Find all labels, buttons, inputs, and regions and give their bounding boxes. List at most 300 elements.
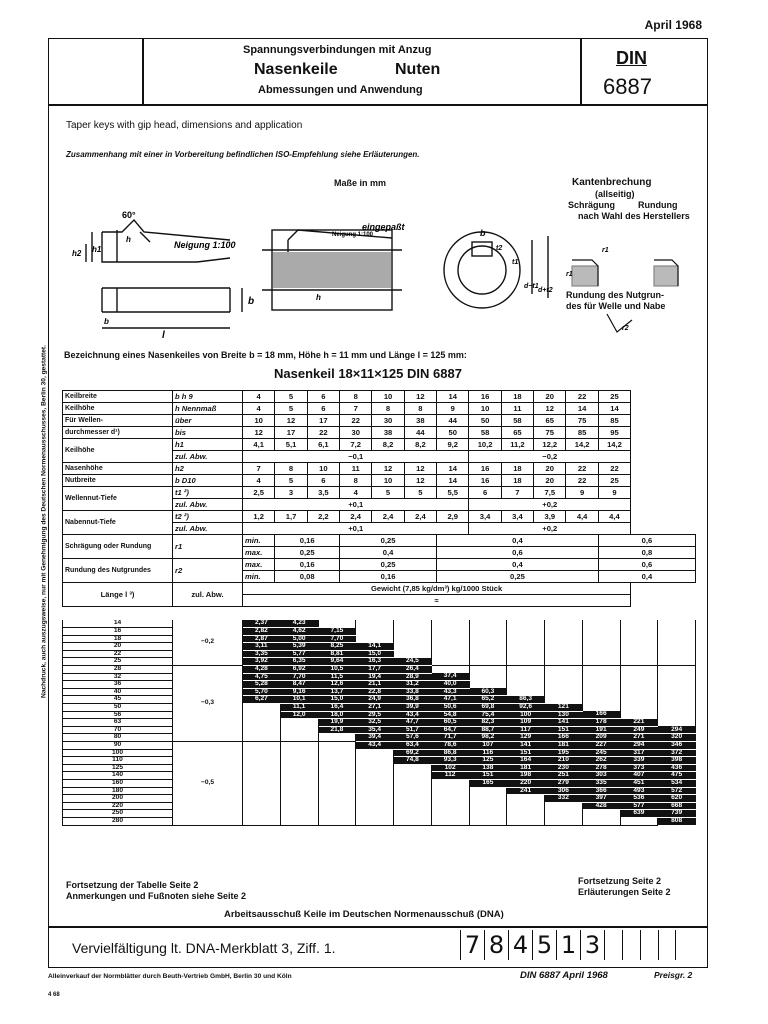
weight-cell: 332 xyxy=(545,795,583,803)
weight-table xyxy=(62,620,696,826)
weight-cell: 620 xyxy=(658,795,696,803)
weight-cell xyxy=(469,620,507,628)
weight-cell: 398 xyxy=(658,757,696,765)
weight-cell: 32,5 xyxy=(356,719,394,727)
weight-cell xyxy=(280,742,318,750)
weight-cell: 69,8 xyxy=(469,704,507,712)
weight-cell xyxy=(280,726,318,734)
weight-cell: 138 xyxy=(469,764,507,772)
value-cell: 2,5 xyxy=(243,487,275,499)
weight-cell xyxy=(658,635,696,643)
weight-cell: 19,4 xyxy=(356,673,394,681)
weight-cell xyxy=(582,817,620,825)
hersteller-label: nach Wahl des Herstellers xyxy=(578,211,690,221)
weight-cell: 50,6 xyxy=(431,704,469,712)
row-label: Rundung des Nutgrundes xyxy=(63,559,173,583)
value-cell: 9 xyxy=(437,403,469,415)
weight-cell xyxy=(582,650,620,658)
laenge-header: Länge l ³) xyxy=(63,583,173,607)
weight-cell xyxy=(394,650,432,658)
value-cell: 4 xyxy=(340,487,372,499)
minmax-cell: max. xyxy=(243,559,275,571)
row-symbol: b D10 xyxy=(173,475,243,487)
tolerance-cell: +0,2 xyxy=(469,499,631,511)
weight-cell xyxy=(658,658,696,666)
footer-divider xyxy=(48,926,708,928)
weight-cell: 86,3 xyxy=(507,696,545,704)
row-label: Nabennut-Tiefe xyxy=(63,511,173,535)
value-cell: 22 xyxy=(307,427,339,439)
length-cell: 250 xyxy=(63,810,173,818)
side-note: Nachdruck, auch auszugsweise, nur mit Genehmigung des Deutschen Normenausschusses, Berlin 30, gestattet. xyxy=(40,345,48,698)
weight-cell: 82,3 xyxy=(469,719,507,727)
weight-cell xyxy=(243,749,281,757)
value-cell: 9 xyxy=(566,487,598,499)
weight-cell: 6,27 xyxy=(243,696,281,704)
weight-cell: 121 xyxy=(545,704,583,712)
table-row xyxy=(63,415,696,427)
value-cell: 12 xyxy=(372,463,404,475)
weight-cell: 15,0 xyxy=(356,650,394,658)
weight-cell xyxy=(545,666,583,674)
weight-cell xyxy=(658,711,696,719)
length-cell: 180 xyxy=(63,787,173,795)
weight-cell: 294 xyxy=(620,742,658,750)
weight-cell xyxy=(507,620,545,628)
weight-cell xyxy=(280,802,318,810)
value-cell: 0,4 xyxy=(437,535,599,547)
length-cell: 125 xyxy=(63,764,173,772)
weight-cell: 4,62 xyxy=(280,628,318,636)
weight-cell: 75,4 xyxy=(469,711,507,719)
weight-cell xyxy=(658,719,696,727)
t2-label: t2 xyxy=(496,245,503,252)
weight-cell xyxy=(243,779,281,787)
value-cell: 0,4 xyxy=(340,547,437,559)
weight-cell: 739 xyxy=(658,810,696,818)
weight-cell xyxy=(394,628,432,636)
weight-row xyxy=(63,779,696,787)
tolerance-cell: −0,2 xyxy=(469,451,631,463)
weight-cell xyxy=(394,643,432,651)
weight-cell xyxy=(620,650,658,658)
reg-digit xyxy=(640,930,658,960)
value-cell: 12 xyxy=(404,391,436,403)
weight-cell xyxy=(469,635,507,643)
weight-cell: 210 xyxy=(545,757,583,765)
value-cell: 20 xyxy=(534,391,566,403)
weight-cell xyxy=(545,635,583,643)
weight-cell: 451 xyxy=(620,779,658,787)
row-symbol: h1 xyxy=(173,439,243,451)
weight-row xyxy=(63,719,696,727)
weight-row xyxy=(63,620,696,628)
weight-row xyxy=(63,658,696,666)
length-cell: 20 xyxy=(63,643,173,651)
h-label: h xyxy=(126,235,131,244)
weight-cell: 407 xyxy=(620,772,658,780)
weight-cell: 43,3 xyxy=(431,688,469,696)
weight-cell xyxy=(620,688,658,696)
weight-cell xyxy=(280,749,318,757)
weight-cell: 14,1 xyxy=(356,643,394,651)
value-cell: 16 xyxy=(469,475,501,487)
weight-cell: 166 xyxy=(545,734,583,742)
value-cell: 7 xyxy=(243,463,275,475)
weight-row xyxy=(63,673,696,681)
weight-cell: 4,75 xyxy=(243,673,281,681)
value-cell: 38 xyxy=(404,415,436,427)
header-line3: Abmessungen und Anwendung xyxy=(258,84,423,96)
table-row xyxy=(63,487,696,499)
weight-cell: 9,16 xyxy=(280,688,318,696)
weight-cell xyxy=(431,817,469,825)
weight-cell: 86,8 xyxy=(431,749,469,757)
weight-cell: 12,0 xyxy=(280,711,318,719)
weight-cell xyxy=(507,817,545,825)
row-symbol: b h 9 xyxy=(173,391,243,403)
weight-row xyxy=(63,635,696,643)
weight-row xyxy=(63,650,696,658)
weight-cell xyxy=(431,810,469,818)
value-cell: 8 xyxy=(404,403,436,415)
weight-cell: 31,2 xyxy=(394,681,432,689)
weight-row xyxy=(63,802,696,810)
row-symbol: r2 xyxy=(173,559,243,583)
rundung-nut1: Rundung des Nutgrun- xyxy=(566,290,664,300)
weight-row xyxy=(63,628,696,636)
weight-cell: 317 xyxy=(620,749,658,757)
value-cell: 18 xyxy=(501,463,533,475)
length-cell: 100 xyxy=(63,749,173,757)
length-tolerance: −0,2 xyxy=(173,620,243,666)
weight-cell xyxy=(318,795,356,803)
weight-cell xyxy=(394,764,432,772)
weight-cell xyxy=(318,757,356,765)
value-cell: 4,4 xyxy=(598,511,630,523)
weight-cell: 141 xyxy=(545,719,583,727)
header-line1: Spannungsverbindungen mit Anzug xyxy=(243,44,432,56)
weight-cell xyxy=(394,802,432,810)
weight-cell xyxy=(620,635,658,643)
l-label: l xyxy=(162,330,165,341)
reg-digit: 4 xyxy=(508,930,532,960)
header-right-divider xyxy=(580,38,582,104)
table-row xyxy=(63,439,696,451)
weight-cell xyxy=(356,795,394,803)
reg-digit: 1 xyxy=(556,930,580,960)
length-cell: 32 xyxy=(63,673,173,681)
row-label: Nutbreite xyxy=(63,475,173,487)
value-cell: 2,4 xyxy=(404,511,436,523)
weight-cell xyxy=(318,802,356,810)
value-cell: 10 xyxy=(372,391,404,403)
h1-label: h1 xyxy=(92,245,102,254)
value-cell: 20 xyxy=(534,463,566,475)
weight-cell xyxy=(545,658,583,666)
gewicht-sub: ≈ xyxy=(243,595,631,607)
value-cell: 0,6 xyxy=(437,547,599,559)
weight-cell xyxy=(243,704,281,712)
weight-cell xyxy=(507,802,545,810)
english-title: Taper keys with gip head, dimensions and application xyxy=(66,120,303,131)
value-cell: 0,16 xyxy=(275,535,340,547)
weight-cell xyxy=(280,810,318,818)
weight-row xyxy=(63,795,696,803)
weight-cell: 221 xyxy=(620,719,658,727)
weight-cell: 181 xyxy=(507,764,545,772)
weight-cell xyxy=(507,810,545,818)
weight-row xyxy=(63,643,696,651)
weight-cell: 8,47 xyxy=(280,681,318,689)
length-cell: 90 xyxy=(63,742,173,750)
weight-cell xyxy=(582,688,620,696)
value-cell: 3 xyxy=(275,487,307,499)
weight-cell xyxy=(620,658,658,666)
weight-cell: 165 xyxy=(469,779,507,787)
weight-cell: 151 xyxy=(469,772,507,780)
weight-cell: 164 xyxy=(507,757,545,765)
weight-cell xyxy=(469,795,507,803)
row-symbol: bis xyxy=(173,427,243,439)
table-row xyxy=(63,475,696,487)
weight-cell xyxy=(394,795,432,803)
weight-cell xyxy=(431,650,469,658)
value-cell: 0,8 xyxy=(598,547,695,559)
length-cell: 80 xyxy=(63,734,173,742)
weight-cell: 262 xyxy=(582,757,620,765)
weight-cell: 11,5 xyxy=(318,673,356,681)
weight-cell xyxy=(356,620,394,628)
weight-cell xyxy=(582,635,620,643)
weight-cell xyxy=(356,749,394,757)
value-cell: 0,25 xyxy=(437,571,599,583)
h2-label: h2 xyxy=(72,249,82,258)
weight-cell: 2,87 xyxy=(243,635,281,643)
weight-row xyxy=(63,734,696,742)
weight-cell xyxy=(620,620,658,628)
neigung-label: Neigung 1:100 xyxy=(174,240,236,250)
value-cell: 17 xyxy=(307,415,339,427)
weight-cell xyxy=(280,772,318,780)
weight-cell xyxy=(243,795,281,803)
weight-cell: 54,8 xyxy=(431,711,469,719)
r1-label-2: r1 xyxy=(566,271,573,278)
weight-cell xyxy=(356,817,394,825)
din-bottom: DIN 6887 April 1968 xyxy=(520,970,608,981)
weight-cell xyxy=(243,742,281,750)
weight-cell xyxy=(469,658,507,666)
weight-cell: 130 xyxy=(545,711,583,719)
length-cell: 200 xyxy=(63,795,173,803)
designation: Nasenkeil 18×11×125 DIN 6887 xyxy=(274,366,462,381)
value-cell: 22 xyxy=(566,463,598,475)
tolerance-cell: +0,1 xyxy=(243,523,469,535)
length-cell: 50 xyxy=(63,704,173,712)
value-cell: 11,2 xyxy=(501,439,533,451)
weight-cell xyxy=(582,658,620,666)
weight-cell: 43,4 xyxy=(356,742,394,750)
weight-cell xyxy=(507,795,545,803)
weight-cell: 209 xyxy=(582,734,620,742)
value-cell: 6 xyxy=(307,403,339,415)
weight-cell: 3,35 xyxy=(243,650,281,658)
weight-cell xyxy=(469,650,507,658)
weight-cell: 5,00 xyxy=(280,635,318,643)
weight-cell: 230 xyxy=(545,764,583,772)
row-label: Keilhöhe xyxy=(63,403,173,415)
weight-cell xyxy=(507,688,545,696)
value-cell: 10 xyxy=(307,463,339,475)
weight-cell: 294 xyxy=(658,726,696,734)
value-cell: 16 xyxy=(469,463,501,475)
kanten-title: Kantenbrechung xyxy=(572,177,652,188)
row-symbol: zul. Abw. xyxy=(173,499,243,511)
weight-cell: 241 xyxy=(507,787,545,795)
value-cell: 75 xyxy=(534,427,566,439)
weight-cell xyxy=(243,810,281,818)
value-cell: 0,25 xyxy=(340,535,437,547)
weight-cell: 39,9 xyxy=(394,704,432,712)
weight-cell xyxy=(545,681,583,689)
weight-cell: 339 xyxy=(620,757,658,765)
weight-cell: 808 xyxy=(658,817,696,825)
value-cell: 12 xyxy=(404,475,436,487)
value-cell: 12 xyxy=(534,403,566,415)
value-cell: 65 xyxy=(534,415,566,427)
row-symbol: über xyxy=(173,415,243,427)
weight-cell: 116 xyxy=(469,749,507,757)
weight-cell xyxy=(545,810,583,818)
value-cell: 38 xyxy=(372,427,404,439)
weight-cell: 251 xyxy=(545,772,583,780)
weight-cell xyxy=(356,787,394,795)
weight-cell: 11,1 xyxy=(280,704,318,712)
weight-cell xyxy=(620,711,658,719)
weight-cell xyxy=(431,795,469,803)
value-cell: 25 xyxy=(598,475,630,487)
eingepasst-label: eingepaßt xyxy=(362,222,405,232)
value-cell: 16 xyxy=(469,391,501,403)
weight-cell: 366 xyxy=(582,787,620,795)
weight-cell: 13,7 xyxy=(318,688,356,696)
weight-cell: 47,1 xyxy=(431,696,469,704)
weight-cell: 335 xyxy=(582,779,620,787)
weight-cell: 534 xyxy=(658,779,696,787)
weight-cell xyxy=(243,787,281,795)
value-cell: 14,2 xyxy=(598,439,630,451)
weight-cell xyxy=(318,787,356,795)
weight-row xyxy=(63,810,696,818)
fortsetzung-1: Fortsetzung der Tabelle Seite 2 xyxy=(66,880,199,890)
h-label-2: h xyxy=(316,293,321,302)
value-cell: 65 xyxy=(501,427,533,439)
value-cell: 18 xyxy=(501,475,533,487)
weight-cell xyxy=(243,772,281,780)
vervielfaeltigung: Vervielfältigung lt. DNA-Merkblatt 3, Ziff. 1. xyxy=(72,940,336,956)
weight-cell xyxy=(545,688,583,696)
weight-cell: 26,4 xyxy=(394,666,432,674)
value-cell: 44 xyxy=(437,415,469,427)
neigung2-label: Neigung 1:100 xyxy=(332,232,374,238)
weight-cell xyxy=(620,681,658,689)
weight-cell xyxy=(431,658,469,666)
weight-cell: 8,25 xyxy=(318,643,356,651)
weight-cell xyxy=(469,802,507,810)
length-cell: 28 xyxy=(63,666,173,674)
weight-cell xyxy=(243,802,281,810)
weight-cell xyxy=(280,817,318,825)
rundung-label: Rundung xyxy=(638,200,678,210)
minmax-cell: max. xyxy=(243,547,275,559)
arbeitsausschuss: Arbeitsausschuß Keile im Deutschen Normenausschuß (DNA) xyxy=(224,909,504,920)
weight-cell: 16,3 xyxy=(356,658,394,666)
value-cell: 0,6 xyxy=(598,535,695,547)
length-cell: 45 xyxy=(63,696,173,704)
weight-cell xyxy=(280,795,318,803)
value-cell: 4,1 xyxy=(243,439,275,451)
header-title-b: Nuten xyxy=(395,61,441,78)
weight-cell: 100 xyxy=(507,711,545,719)
weight-cell: 33,8 xyxy=(394,688,432,696)
masse-label: Maße in mm xyxy=(334,178,387,188)
weight-cell xyxy=(620,696,658,704)
t1-label: t1 xyxy=(512,259,519,266)
value-cell: 12 xyxy=(243,427,275,439)
weight-cell: 112 xyxy=(431,772,469,780)
weight-cell: 88,7 xyxy=(469,726,507,734)
value-cell: 8 xyxy=(340,475,372,487)
minmax-cell: min. xyxy=(243,571,275,583)
row-symbol: h2 xyxy=(173,463,243,475)
rundung-nut2: des für Welle und Nabe xyxy=(566,301,666,311)
weight-cell: 125 xyxy=(469,757,507,765)
code-label: 4 68 xyxy=(48,992,60,998)
weight-cell xyxy=(318,810,356,818)
b-label-3: b xyxy=(480,228,486,238)
weight-cell: 191 xyxy=(582,726,620,734)
header-divider xyxy=(48,104,708,106)
length-cell: 14 xyxy=(63,620,173,628)
weight-cell: 220 xyxy=(507,779,545,787)
weight-cell: 166 xyxy=(582,711,620,719)
value-cell: 5 xyxy=(275,391,307,403)
value-cell: 8,2 xyxy=(372,439,404,451)
row-label: durchmesser d¹) xyxy=(63,427,173,439)
weight-cell: 303 xyxy=(582,772,620,780)
weight-cell xyxy=(582,704,620,712)
weight-cell xyxy=(507,673,545,681)
weight-cell xyxy=(545,643,583,651)
weight-cell xyxy=(356,635,394,643)
value-cell: 11 xyxy=(340,463,372,475)
value-cell: 14 xyxy=(437,463,469,475)
weight-cell: 35,4 xyxy=(356,726,394,734)
weight-cell: 109 xyxy=(507,719,545,727)
row-label: Für Wellen- xyxy=(63,415,173,427)
weight-row xyxy=(63,726,696,734)
fortsetzung-4: Erläuterungen Seite 2 xyxy=(578,887,671,897)
value-cell: 0,16 xyxy=(340,571,437,583)
value-cell: 6 xyxy=(307,391,339,403)
length-cell: 220 xyxy=(63,802,173,810)
weight-cell: 6,35 xyxy=(280,658,318,666)
value-cell: 10 xyxy=(243,415,275,427)
length-cell: 16 xyxy=(63,628,173,636)
weight-cell: 17,7 xyxy=(356,666,394,674)
tolerance-cell: −0,1 xyxy=(243,451,469,463)
weight-row xyxy=(63,696,696,704)
